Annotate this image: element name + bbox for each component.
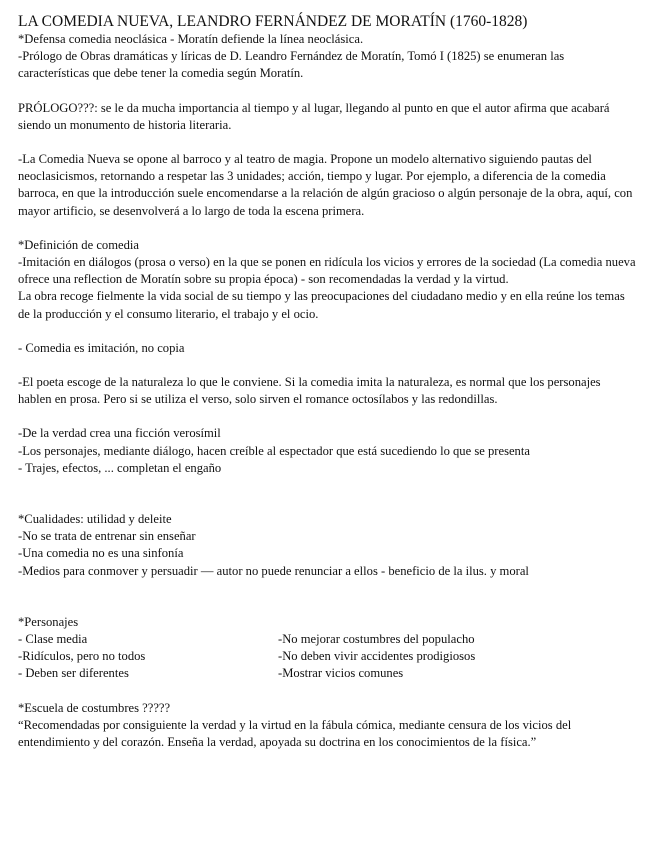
definicion-heading: *Definición de comedia (18, 237, 139, 252)
escuela-quote: “Recomendadas por consiguiente la verdad y la virtud en la fábula cómica, mediante censura de los vicios del entendimiento y del corazón. Enseña la verdad, apoyada su doctrina en los conocimientos de la física.” (18, 717, 572, 750)
verdad-line-1: -De la verdad crea una ficción verosímil (18, 426, 221, 441)
comedia-nueva-paragraph: -La Comedia Nueva se opone al barroco y al teatro de magia. Propone un modelo alternativo siguiendo pautas del neoclasicismos, retornando a respetar las 3 unidades; acción, tiempo y lugar. Por ejemplo, a diferencia de la comedia barroca, en que la introducción suele encomendarse a la relación de algún gracioso o algún personaje de la obra, aquí, con mayor artificio, se desenvolverá a lo largo de toda la escena primera. (18, 152, 633, 218)
personajes-right-1: -No mejorar costumbres del populacho (278, 632, 475, 647)
cualidades-heading: *Cualidades: utilidad y deleite (18, 512, 172, 527)
personajes-row (18, 648, 636, 665)
document-title: LA COMEDIA NUEVA, LEANDRO FERNÁNDEZ DE MORATÍN (1760-1828) (18, 13, 528, 30)
definicion-text: -Imitación en diálogos (prosa o verso) en la que se ponen en ridícula los vicios y errores de la sociedad (La comedia nueva ofrece una reflection de Moratín sobre su propia época) - son recomendadas la verdad y la virtud. (18, 255, 636, 287)
personajes-row (18, 665, 636, 682)
personajes-right-3: -Mostrar vicios comunes (278, 666, 404, 681)
definicion-obra-text: La obra recoge fielmente la vida social de su tiempo y las preocupaciones del ciudadano medio y en ella reúne los temas de la producción y el consumo literario, el trabajo y el ocio. (18, 289, 625, 321)
defensa-line: *Defensa comedia neoclásica - Moratín defiende la línea neoclásica. (18, 32, 364, 46)
cualidades-line-2: -Una comedia no es una sinfonía (18, 546, 184, 561)
personajes-left-2: -Ridículos, pero no todos (18, 649, 146, 664)
prologo-paragraph: PRÓLOGO???: se le da mucha importancia al tiempo y al lugar, llegando al punto en que el autor afirma que acabará siendo un monumento de historia literaria. (18, 100, 610, 132)
verdad-line-2: -Los personajes, mediante diálogo, hacen creíble al espectador que está sucediendo lo que se presenta (18, 443, 530, 458)
prologo-obras-line: -Prólogo de Obras dramáticas y líricas de D. Leandro Fernández de Moratín, Tomó I (1825) se enumeran las características que debe tener la comedia según Moratín. (18, 49, 565, 81)
personajes-row (18, 631, 636, 648)
verdad-line-3: - Trajes, efectos, ... completan el engaño (18, 460, 222, 475)
cualidades-line-1: -No se trata de entrenar sin enseñar (18, 529, 196, 544)
escuela-heading: *Escuela de costumbres ????? (18, 700, 171, 715)
poeta-paragraph: -El poeta escoge de la naturaleza lo que le conviene. Si la comedia imita la naturaleza, es normal que los personajes hablen en prosa. Pero si se utiliza el verso, solo sirven el romance octosílabos y las redondillas. (18, 375, 601, 407)
personajes-right-2: -No deben vivir accidentes prodigiosos (278, 649, 476, 664)
cualidades-line-3: -Medios para conmover y persuadir — autor no puede renunciar a ellos - beneficio de la ilus. y moral (18, 563, 529, 578)
document-page (18, 12, 636, 751)
personajes-left-1: - Clase media (18, 632, 88, 647)
personajes-left-3: - Deben ser diferentes (18, 666, 129, 681)
imitacion-line: - Comedia es imitación, no copia (18, 340, 185, 355)
personajes-heading: *Personajes (18, 614, 79, 629)
